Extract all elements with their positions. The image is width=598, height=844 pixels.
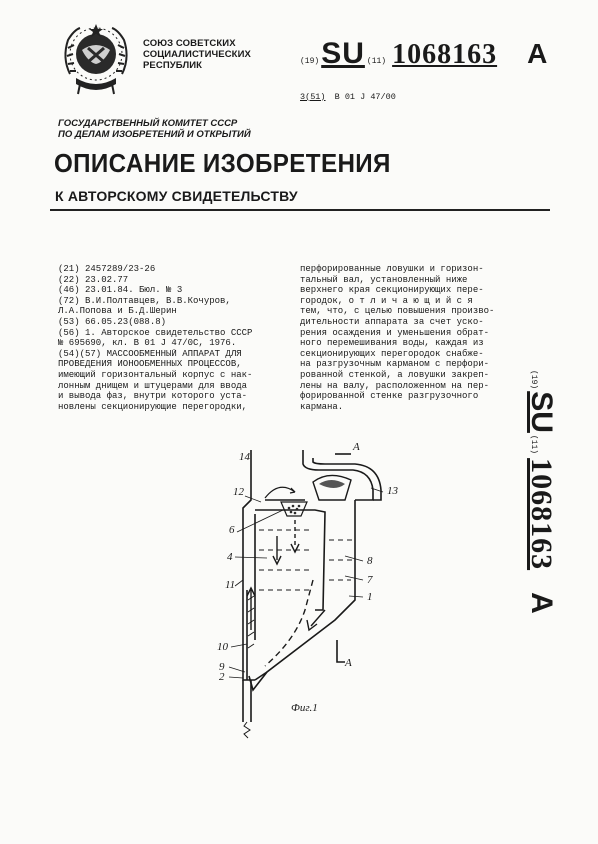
label-9: 9 bbox=[219, 661, 225, 673]
biblio-line: имеющий горизонтальный корпус с нак- bbox=[58, 369, 253, 380]
abstract-line: кармана. bbox=[300, 401, 344, 412]
abstract-line: верхнего края секционирующих пере- bbox=[300, 285, 484, 296]
biblio-line: (54)(57) МАССООБМЕННЫЙ АППАРАТ ДЛЯ bbox=[58, 348, 242, 359]
label-11: 11 bbox=[225, 579, 236, 591]
label-14: 14 bbox=[239, 451, 250, 463]
inid-code-19: (19) bbox=[529, 370, 538, 390]
union-line: СОЮЗ СОВЕТСКИХ bbox=[143, 38, 236, 49]
abstract-line: городок, о т л и ч а ю щ и й с я bbox=[300, 295, 473, 306]
ipc-value: B 01 J 47/00 bbox=[334, 92, 396, 102]
ipc-classification bbox=[300, 92, 396, 102]
biblio-line: (53) 66.05.23(088.8) bbox=[58, 316, 167, 327]
label-2: 2 bbox=[219, 671, 225, 683]
patent-number: 1068163 bbox=[392, 39, 498, 70]
abstract-text bbox=[300, 264, 522, 412]
label-6: 6 bbox=[229, 524, 235, 536]
biblio-line: (46) 23.01.84. Бюл. № 3 bbox=[58, 285, 183, 296]
country-code: SU bbox=[525, 391, 558, 433]
abstract-line: перфорированные ловушки и горизон- bbox=[300, 264, 484, 274]
committee-name bbox=[58, 118, 251, 140]
abstract-line: на разгрузочным карманом с перфори- bbox=[300, 359, 490, 370]
document-subtitle: К АВТОРСКОМУ СВИДЕТЕЛЬСТВУ bbox=[55, 188, 298, 204]
label-13: 13 bbox=[387, 485, 398, 497]
biblio-line: (72) В.И.Полтавцев, В.В.Кочуров, bbox=[58, 295, 231, 306]
biblio-line: (22) 23.02.77 bbox=[58, 274, 129, 285]
abstract-line: форированной стенке разгрузочного bbox=[300, 391, 479, 402]
label-7: 7 bbox=[367, 574, 373, 586]
biblio-line: (56) 1. Авторское свидетельство СССР bbox=[58, 327, 253, 338]
biblio-line: ПРОВЕДЕНИЯ ИОНООБМЕННЫХ ПРОЦЕССОВ, bbox=[58, 359, 242, 370]
label-8: 8 bbox=[367, 555, 373, 567]
section-mark-top: А bbox=[353, 441, 360, 453]
ipc-code: 3(51) bbox=[300, 92, 326, 102]
patent-number-line bbox=[300, 37, 547, 71]
kind-code: A bbox=[525, 592, 558, 614]
title-rule bbox=[50, 209, 550, 211]
section-mark-bottom: А bbox=[345, 657, 352, 669]
apparatus-drawing bbox=[195, 440, 415, 740]
patent-number: 1068163 bbox=[525, 458, 558, 571]
abstract-line: секционирующих перегородок снабже- bbox=[300, 348, 484, 359]
abstract-line: тальный вал, установленный ниже bbox=[300, 274, 468, 285]
biblio-line: и вывода фаз, внутри которого уста- bbox=[58, 391, 248, 402]
biblio-line: лонным днищем и штуцерами для ввода bbox=[58, 380, 248, 391]
union-name bbox=[143, 38, 251, 71]
kind-code: A bbox=[527, 38, 548, 69]
biblio-line: (21) 2457289/23-26 bbox=[58, 264, 156, 274]
ussr-emblem-icon bbox=[58, 18, 134, 102]
figure-caption: Фиг.1 bbox=[291, 702, 318, 714]
biblio-line: новлены секционирующие перегородки, bbox=[58, 401, 248, 412]
committee-line: ПО ДЕЛАМ ИЗОБРЕТЕНИЙ И ОТКРЫТИЙ bbox=[58, 129, 251, 140]
biblio-line: № 695690, кл. B 01 J 47/0С, 1976. bbox=[58, 338, 237, 349]
vertical-patent-number bbox=[522, 370, 572, 690]
bibliographic-data bbox=[58, 264, 290, 412]
label-10: 10 bbox=[217, 641, 228, 653]
label-12: 12 bbox=[233, 486, 244, 498]
country-code: SU bbox=[321, 37, 365, 70]
inid-code-11: (11) bbox=[529, 434, 538, 455]
abstract-line: дительности аппарата за счет уско- bbox=[300, 316, 484, 327]
abstract-line: лены на валу, расположенном на пер- bbox=[300, 380, 490, 391]
abstract-line: тем, что, с целью повышения произво- bbox=[300, 306, 495, 317]
union-line: РЕСПУБЛИК bbox=[143, 60, 203, 71]
label-1: 1 bbox=[367, 591, 373, 603]
inid-code-11: (11) bbox=[366, 57, 387, 66]
housing-outline bbox=[243, 450, 255, 680]
committee-line: ГОСУДАРСТВЕННЫЙ КОМИТЕТ СССР bbox=[58, 118, 238, 129]
abstract-line: рованной стенкой, а ловушки закреп- bbox=[300, 369, 490, 380]
biblio-line: Л.А.Попова и Б.Д.Шерин bbox=[58, 306, 177, 317]
abstract-line: ного перемешивания воды, каждая из bbox=[300, 338, 484, 349]
label-4: 4 bbox=[227, 551, 233, 563]
abstract-line: рения осаждения и уменьшения обрат- bbox=[300, 327, 490, 338]
document-title: ОПИСАНИЕ ИЗОБРЕТЕНИЯ bbox=[54, 148, 391, 178]
inid-code-19: (19) bbox=[300, 57, 320, 66]
union-line: СОЦИАЛИСТИЧЕСКИХ bbox=[143, 49, 251, 60]
